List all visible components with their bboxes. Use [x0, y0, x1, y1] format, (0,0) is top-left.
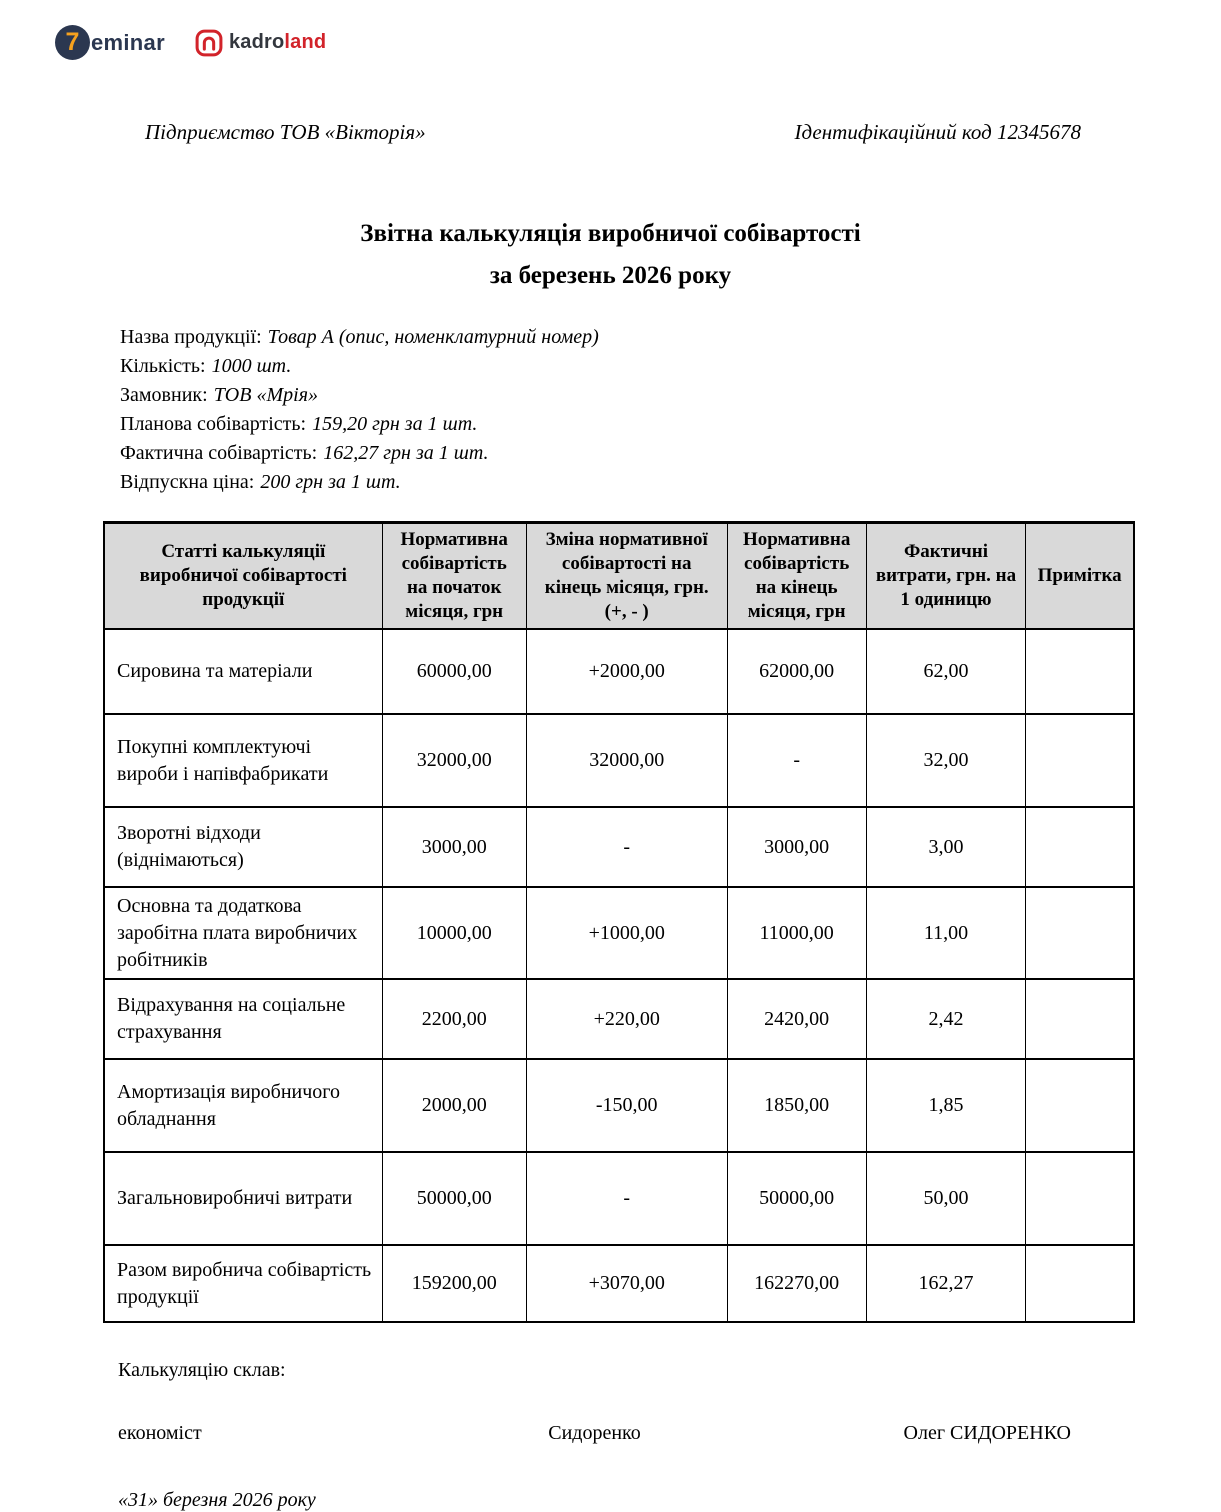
cell-change: 32000,00	[526, 714, 727, 807]
title-line-2: за березень 2026 року	[489, 262, 732, 289]
cell-article: Амортизація виробничого обладнання	[104, 1059, 382, 1152]
identification-code: Ідентифікаційний код 12345678	[794, 120, 1081, 144]
cell-article: Разом виробнича собівартість продукції	[104, 1245, 382, 1322]
cell-actual: 162,27	[866, 1245, 1026, 1322]
page-title	[0, 213, 1221, 297]
cell-norm-end: 3000,00	[727, 807, 866, 887]
cell-actual: 2,42	[866, 979, 1026, 1059]
info-planned-cost	[120, 410, 1221, 439]
cell-norm-start: 159200,00	[382, 1245, 526, 1322]
cell-change: -	[526, 1152, 727, 1245]
cell-norm-start: 50000,00	[382, 1152, 526, 1245]
cell-norm-start: 2000,00	[382, 1059, 526, 1152]
cell-actual: 1,85	[866, 1059, 1026, 1152]
cell-norm-start: 32000,00	[382, 714, 526, 807]
signature-name: Сидоренко	[548, 1422, 641, 1444]
signature-row	[118, 1422, 1071, 1445]
kadroland-logo	[195, 29, 326, 57]
col-header-actual: Фактичні витрати, грн. на 1 одиницю	[866, 523, 1026, 630]
cell-actual: 62,00	[866, 629, 1026, 714]
seminar-logo	[55, 25, 165, 60]
cell-note	[1026, 714, 1134, 807]
cell-note	[1026, 1245, 1134, 1322]
cell-norm-end: -	[727, 714, 866, 807]
product-info-block	[120, 323, 1221, 497]
cell-note	[1026, 629, 1134, 714]
cell-norm-start: 3000,00	[382, 807, 526, 887]
table-row-total	[104, 1245, 1134, 1322]
cell-norm-end: 1850,00	[727, 1059, 866, 1152]
seminar-7-icon: 7	[55, 25, 90, 60]
table-row	[104, 807, 1134, 887]
info-value: ТОВ «Мрія»	[213, 384, 318, 406]
info-customer	[120, 381, 1221, 410]
cell-change: -150,00	[526, 1059, 727, 1152]
position-label: економіст	[118, 1422, 202, 1444]
info-value: 1000 шт.	[211, 355, 292, 377]
info-value: 162,27 грн за 1 шт.	[323, 442, 489, 464]
cell-norm-end: 62000,00	[727, 629, 866, 714]
cell-note	[1026, 807, 1134, 887]
info-label: Планова собівартість:	[120, 413, 307, 435]
cell-note	[1026, 1059, 1134, 1152]
full-name: Олег СИДОРЕНКО	[903, 1422, 1071, 1444]
info-label: Замовник:	[120, 384, 208, 406]
cell-article: Відрахування на соціальне страхування	[104, 979, 382, 1059]
cell-actual: 50,00	[866, 1152, 1026, 1245]
cell-note	[1026, 1152, 1134, 1245]
col-header-note: Примітка	[1026, 523, 1134, 630]
cell-change: +1000,00	[526, 887, 727, 979]
company-name: Підприємство ТОВ «Вікторія»	[145, 120, 426, 144]
cell-change: +220,00	[526, 979, 727, 1059]
table-row	[104, 629, 1134, 714]
col-header-change: Зміна нормативної собівартості на кінець місяця, грн. (+, - )	[526, 523, 727, 630]
cell-article: Основна та додаткова заробітна плата виробничих робітників	[104, 887, 382, 979]
cell-norm-end: 50000,00	[727, 1152, 866, 1245]
kadroland-icon	[195, 29, 223, 57]
cell-note	[1026, 979, 1134, 1059]
kadroland-logo-text	[229, 31, 326, 54]
doc-header	[145, 120, 1081, 145]
cell-norm-start: 60000,00	[382, 629, 526, 714]
document-date: «31» березня 2026 року	[118, 1489, 316, 1511]
info-value: 200 грн за 1 шт.	[260, 471, 401, 493]
prepared-by-label: Калькуляцію склав:	[118, 1359, 286, 1381]
table-row	[104, 887, 1134, 979]
table-header-row	[104, 523, 1134, 630]
info-label: Назва продукції:	[120, 326, 262, 348]
cell-norm-end: 2420,00	[727, 979, 866, 1059]
kadroland-text-dark: kadro	[228, 31, 285, 53]
cell-norm-start: 10000,00	[382, 887, 526, 979]
cell-norm-end: 162270,00	[727, 1245, 866, 1322]
cell-article: Сировина та матеріали	[104, 629, 382, 714]
seminar-logo-text: eminar	[91, 29, 165, 55]
col-header-articles: Статті калькуляції виробничої собівартості продукції	[104, 523, 382, 630]
info-label: Відпускна ціна:	[120, 471, 255, 493]
cell-change: +2000,00	[526, 629, 727, 714]
info-label: Кількість:	[120, 355, 206, 377]
cell-change: +3070,00	[526, 1245, 727, 1322]
cell-article: Покупні комплектуючі вироби і напівфабрикати	[104, 714, 382, 807]
cell-article: Загальновиробничі витрати	[104, 1152, 382, 1245]
cell-norm-end: 11000,00	[727, 887, 866, 979]
table-row	[104, 1152, 1134, 1245]
table-row	[104, 979, 1134, 1059]
cell-change: -	[526, 807, 727, 887]
table-row	[104, 714, 1134, 807]
info-value: Товар А (опис, номенклатурний номер)	[267, 326, 599, 348]
info-actual-cost	[120, 439, 1221, 468]
cell-article: Зворотні відходи (віднімаються)	[104, 807, 382, 887]
cell-norm-start: 2200,00	[382, 979, 526, 1059]
info-product-name	[120, 323, 1221, 352]
logo-bar	[0, 0, 1221, 60]
table-row	[104, 1059, 1134, 1152]
info-selling-price	[120, 468, 1221, 497]
cell-note	[1026, 887, 1134, 979]
cell-actual: 32,00	[866, 714, 1026, 807]
col-header-norm-start: Нормативна собівартість на початок місяця, грн	[382, 523, 526, 630]
info-quantity	[120, 352, 1221, 381]
title-line-1: Звітна калькуляція виробничої собівартості	[360, 220, 861, 247]
kadroland-text-accent: land	[284, 31, 327, 53]
cell-actual: 11,00	[866, 887, 1026, 979]
info-label: Фактична собівартість:	[120, 442, 318, 464]
calculation-table	[103, 521, 1135, 1323]
cell-actual: 3,00	[866, 807, 1026, 887]
col-header-norm-end: Нормативна собівартість на кінець місяця, грн	[727, 523, 866, 630]
info-value: 159,20 грн за 1 шт.	[312, 413, 478, 435]
